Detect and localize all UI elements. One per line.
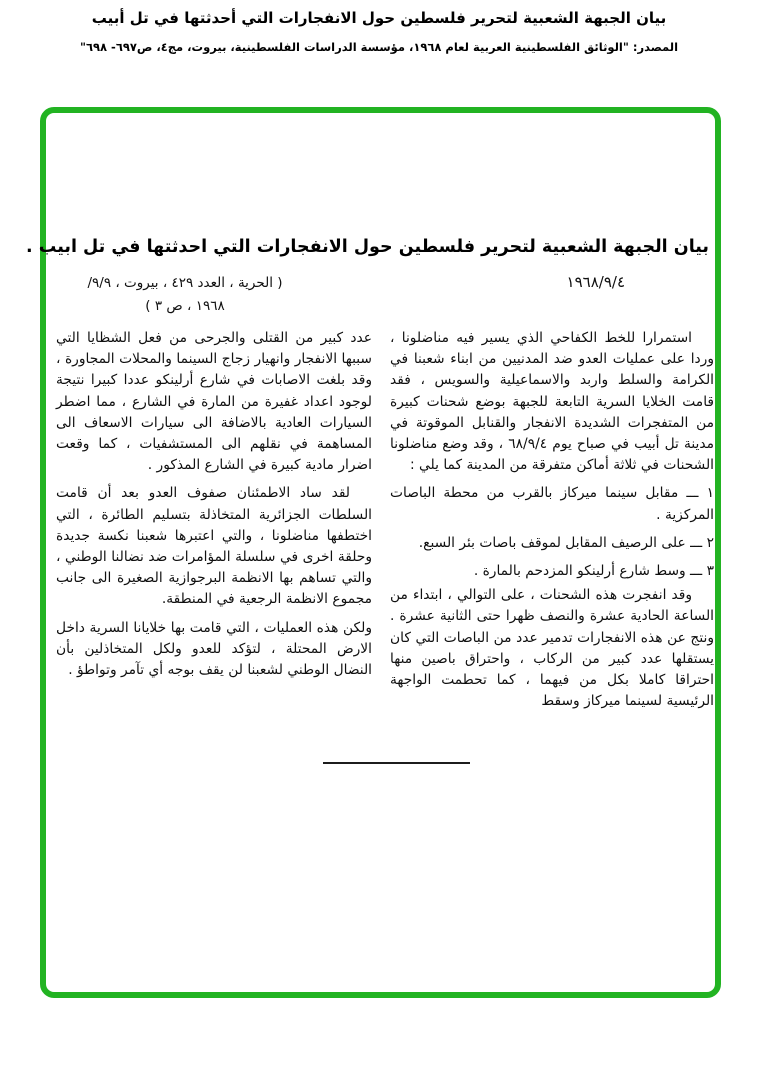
paragraph-casualties: عدد كبير من القتلى والجرحى من فعل الشظايا التي سببها الانفجار وانهيار زجاج السينما والمحلات المجاورة ، وقد بلغت الاصابات في شارع أرلينكو عددا كبيرا نتيجة لوجود اعداد غفيرة من المارة في الشارع ، مما اضطر السيارات العادية بالاضافة الى سيارات الاسعاف الى المساهمة في نقلهم الى المستشفيات ، كما وقعت اضرار مادية كبيرة في الشارع المذكور . <box>56 330 372 474</box>
paragraph-opening: استمرارا للخط الكفاحي الذي يسير فيه مناضلونا ، وردا على عمليات العدو ضد المدنيين من ابناء شعبنا في الكرامة والسلط واربد والاسماعيلية والسويس ، فقد قامت الخلايا السرية التابعة للجبهة بوضع شحنات كبيرة من المتفجرات الشديدة الانفجار والقنابل الموقوتة في مدينة تل أبيب في صباح يوم ٦٨/٩/٤ ، وقد وضع مناضلونا الشحنات في ثلاثة أماكن متفرقة من المدينة كما يلي : <box>390 330 714 474</box>
page-header-title: بيان الجبهة الشعبية لتحرير فلسطين حول الانفجارات التي أحدثتها في تل أبيب <box>91 9 667 27</box>
paragraph-explosions: وقد انفجرت هذه الشحنات ، على التوالي ، ابتداء من الساعة الحادية عشرة والنصف ظهرا حتى الثانية عشرة . ونتج عن هذه الانفجارات تدمير عدد من الباصات التي كان يستقلها عدد كبير من الركاب ، واحتراق باصين منها احتراقا كاملا بكل من فيهما ، كما تحطمت الواجهة الرئيسية لسينما ميركاز وسقط <box>390 587 714 710</box>
list-item-1: ١ ـــ مقابل سينما ميركاز بالقرب من محطة الباصات المركزية . <box>390 485 714 523</box>
divider-line <box>323 762 470 764</box>
document-scan-frame <box>25 107 721 998</box>
body-column-right <box>390 328 714 712</box>
list-item-3: ٣ ـــ وسط شارع أرلينكو المزدحم بالمارة . <box>473 563 714 580</box>
body-column-left <box>56 328 372 681</box>
paragraph-algeria: لقد ساد الاطمئنان صفوف العدو بعد أن قامت السلطات الجزائرية المتخاذلة بتسليم الطائرة ، التي اختطفها مناضلونا ، والتي اعتبرها شعبنا نكسة جديدة وحلقة اخرى في سلسلة المؤامرات ضد نضالنا الوطني ، والتي تساهم بها الانظمة البرجوازية الصغيرة الى جانب مجموع الانظمة الرجعية في المنطقة. <box>56 485 372 608</box>
document-title: بيان الجبهة الشعبية لتحرير فلسطين حول الانفجارات التي احدثتها في تل ابيب . <box>25 237 709 257</box>
citation-line-1: ( الحرية ، العدد ٤٢٩ ، بيروت ، ٩/٩/ <box>87 275 283 291</box>
citation-line-2: ١٩٦٨ ، ص ٣ ) <box>145 298 225 314</box>
list-item-2: ٢ ـــ على الرصيف المقابل لموقف باصات بئر السبع. <box>418 534 714 551</box>
document-date: ١٩٦٨/٩/٤ <box>566 273 625 291</box>
page-header-source: المصدر: "الوثائق الفلسطينية العربية لعام ١٩٦٨، مؤسسة الدراسات الفلسطينية، بيروت، مج٤، ص٦٩٧- ٦٩٨" <box>79 40 679 54</box>
document-citation <box>80 272 290 318</box>
paragraph-conclusion: ولكن هذه العمليات ، التي قامت بها خلايانا السرية داخل الارض المحتلة ، لتؤكد للعدو ولكل المتخاذلين بأن النضال الوطني لشعبنا لن يقف بوجه أي تآمر وتواطؤ . <box>56 619 372 679</box>
